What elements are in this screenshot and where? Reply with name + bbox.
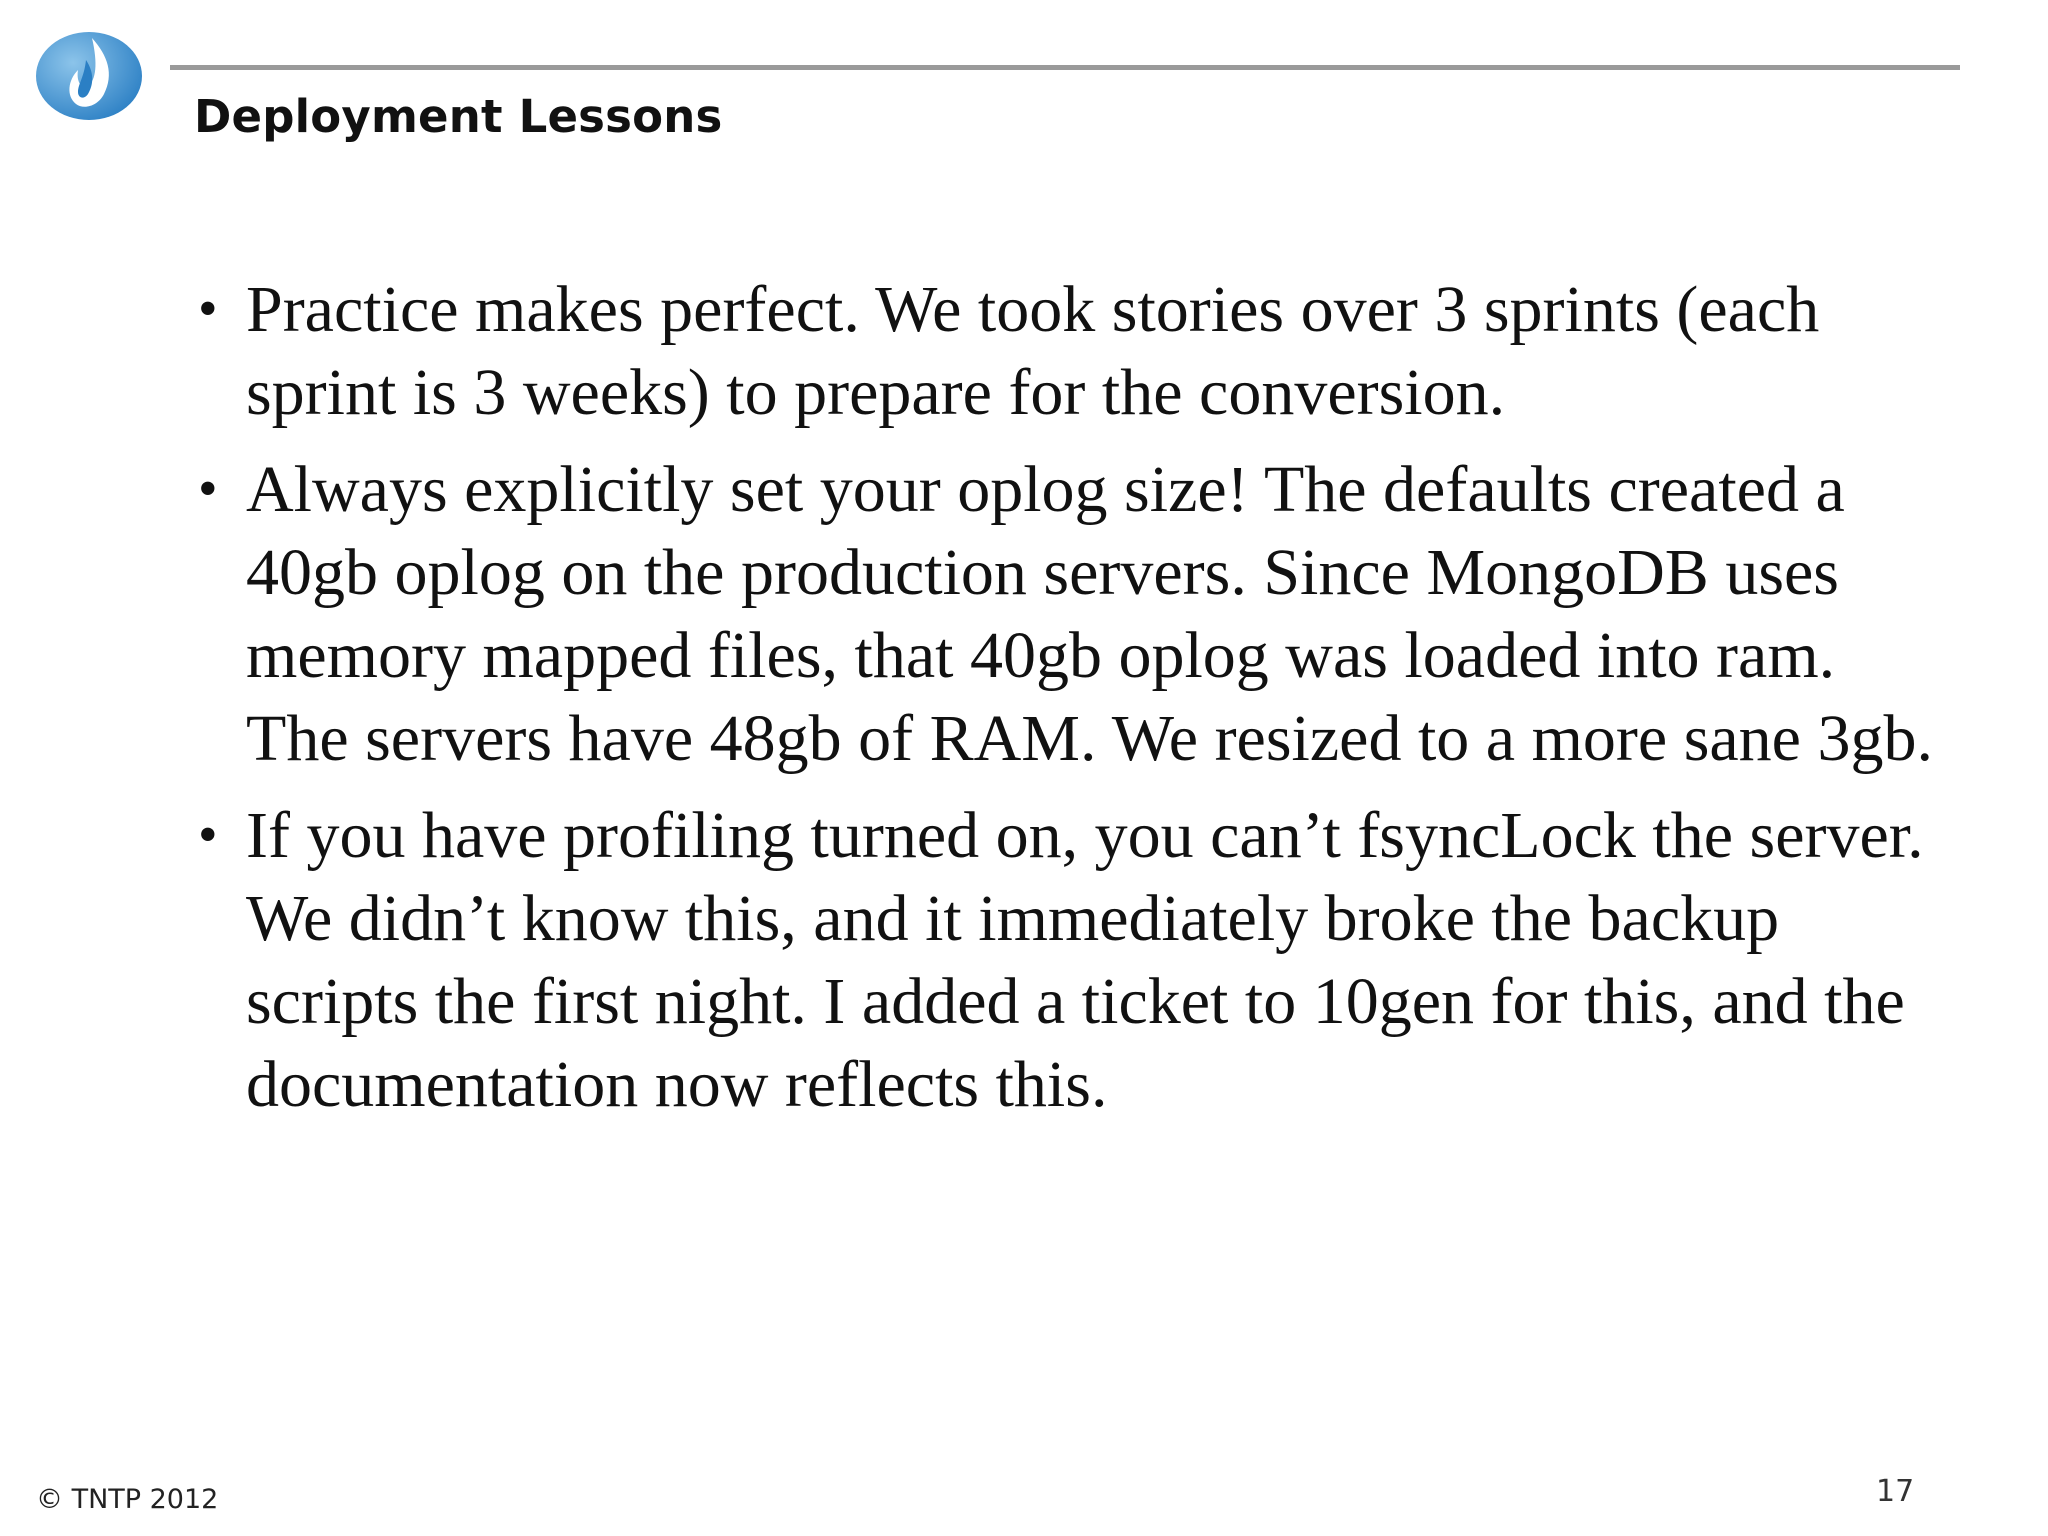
bullet-dot-icon: •: [198, 458, 218, 520]
slide-title: Deployment Lessons: [194, 90, 723, 143]
blue-flame-logo-icon: [34, 30, 144, 122]
bullet-item: [195, 794, 1935, 1126]
bullet-text: If you have profiling turned on, you can’t fsyncLock the server. We didn’t know this, and it immediately broke the backup scripts the first night. I added a ticket to 10gen for this, and the documentation now reflects this.: [246, 799, 1924, 1121]
bullet-text: Always explicitly set your oplog size! The defaults created a 40gb oplog on the production servers. Since MongoDB uses memory mapped files, that 40gb oplog was loaded into ram. The servers have 48gb of RAM. We resized to a more sane 3gb.: [246, 453, 1933, 775]
bullet-item: [195, 268, 1935, 434]
page-number: 17: [1876, 1474, 1915, 1509]
copyright-footer: © TNTP 2012: [36, 1484, 219, 1515]
header-rule: [170, 65, 1960, 70]
bullet-text: Practice makes perfect. We took stories over 3 sprints (each sprint is 3 weeks) to prepare for the conversion.: [246, 273, 1820, 429]
bullet-item: [195, 448, 1935, 780]
bullet-dot-icon: •: [198, 804, 218, 866]
bullet-dot-icon: •: [198, 278, 218, 340]
bullet-list: [195, 268, 1935, 1140]
